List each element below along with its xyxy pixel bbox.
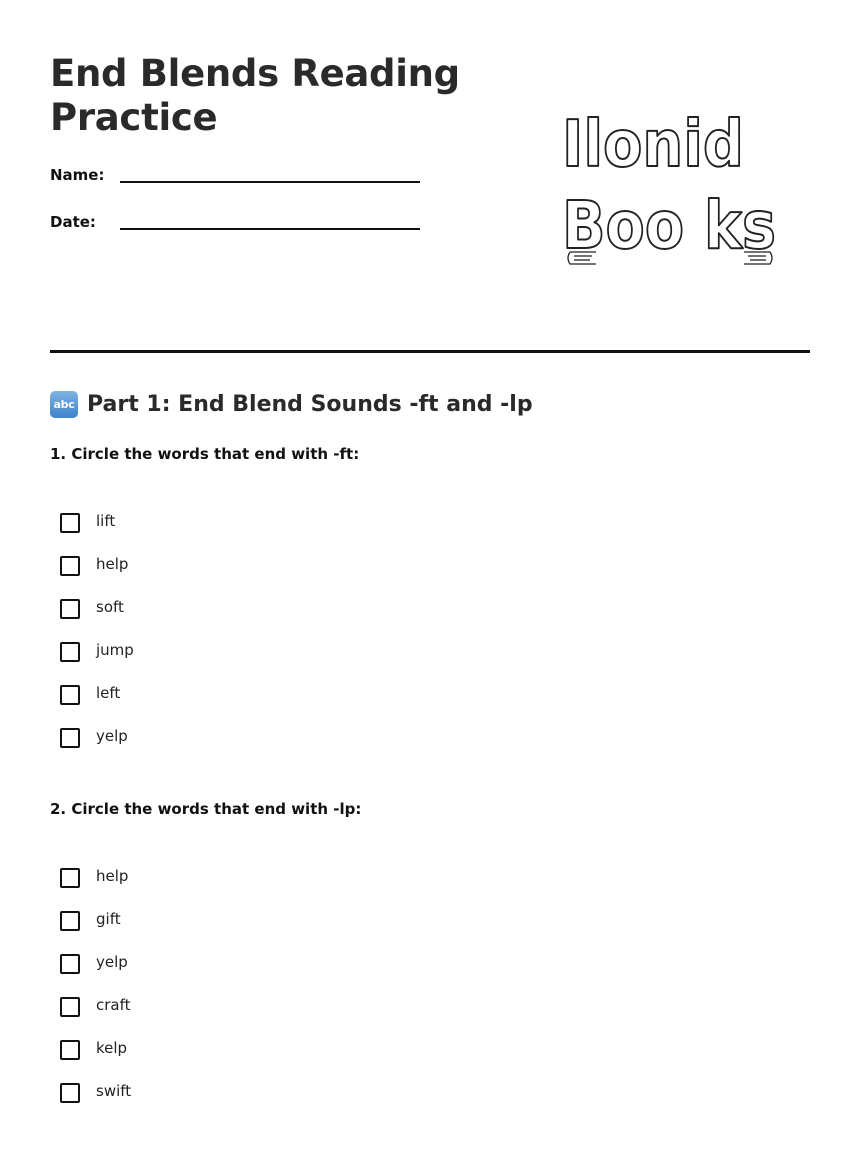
- part1-heading: [50, 389, 533, 419]
- question-2-prompt: 2. Circle the words that end with -lp:: [50, 800, 362, 818]
- checkbox[interactable]: [60, 685, 80, 705]
- question-2-options: [60, 856, 360, 1114]
- option-label: yelp: [96, 952, 128, 971]
- checkbox[interactable]: [60, 599, 80, 619]
- option-label: yelp: [96, 726, 128, 745]
- logo-line-2: Boo ks: [562, 187, 776, 264]
- option-row[interactable]: [60, 501, 360, 544]
- option-row[interactable]: [60, 856, 360, 899]
- option-label: jump: [96, 640, 134, 659]
- checkbox[interactable]: [60, 513, 80, 533]
- checkbox[interactable]: [60, 911, 80, 931]
- date-line[interactable]: [120, 228, 420, 230]
- option-row[interactable]: [60, 942, 360, 985]
- option-row[interactable]: [60, 1028, 360, 1071]
- brand-logo: [560, 100, 790, 275]
- checkbox[interactable]: [60, 556, 80, 576]
- date-label: Date:: [50, 213, 96, 231]
- option-row[interactable]: [60, 630, 360, 673]
- name-label: Name:: [50, 166, 105, 184]
- option-row[interactable]: [60, 587, 360, 630]
- option-row[interactable]: [60, 899, 360, 942]
- option-label: craft: [96, 995, 131, 1014]
- date-field[interactable]: [50, 213, 420, 237]
- checkbox[interactable]: [60, 954, 80, 974]
- option-label: swift: [96, 1081, 132, 1100]
- section-divider: [50, 350, 810, 353]
- option-label: kelp: [96, 1038, 128, 1057]
- option-label: gift: [96, 909, 121, 928]
- part1-title: Part 1: End Blend Sounds -ft and -lp: [87, 391, 533, 417]
- checkbox[interactable]: [60, 728, 80, 748]
- option-label: help: [96, 866, 129, 885]
- option-row[interactable]: [60, 716, 360, 759]
- option-row[interactable]: [60, 673, 360, 716]
- name-field[interactable]: [50, 166, 420, 190]
- option-row[interactable]: [60, 544, 360, 587]
- checkbox[interactable]: [60, 642, 80, 662]
- option-label: soft: [96, 597, 124, 616]
- question-1-options: [60, 501, 360, 759]
- page-title: End Blends Reading Practice: [50, 52, 460, 139]
- checkbox[interactable]: [60, 868, 80, 888]
- abc-icon: abc: [50, 391, 78, 418]
- name-line[interactable]: [120, 181, 420, 183]
- option-row[interactable]: [60, 985, 360, 1028]
- option-label: help: [96, 554, 129, 573]
- option-label: left: [96, 683, 121, 702]
- logo-line-1: Ilonid: [562, 108, 744, 182]
- option-row[interactable]: [60, 1071, 360, 1114]
- option-label: lift: [96, 511, 116, 530]
- checkbox[interactable]: [60, 997, 80, 1017]
- checkbox[interactable]: [60, 1083, 80, 1103]
- question-1-prompt: 1. Circle the words that end with -ft:: [50, 445, 360, 463]
- checkbox[interactable]: [60, 1040, 80, 1060]
